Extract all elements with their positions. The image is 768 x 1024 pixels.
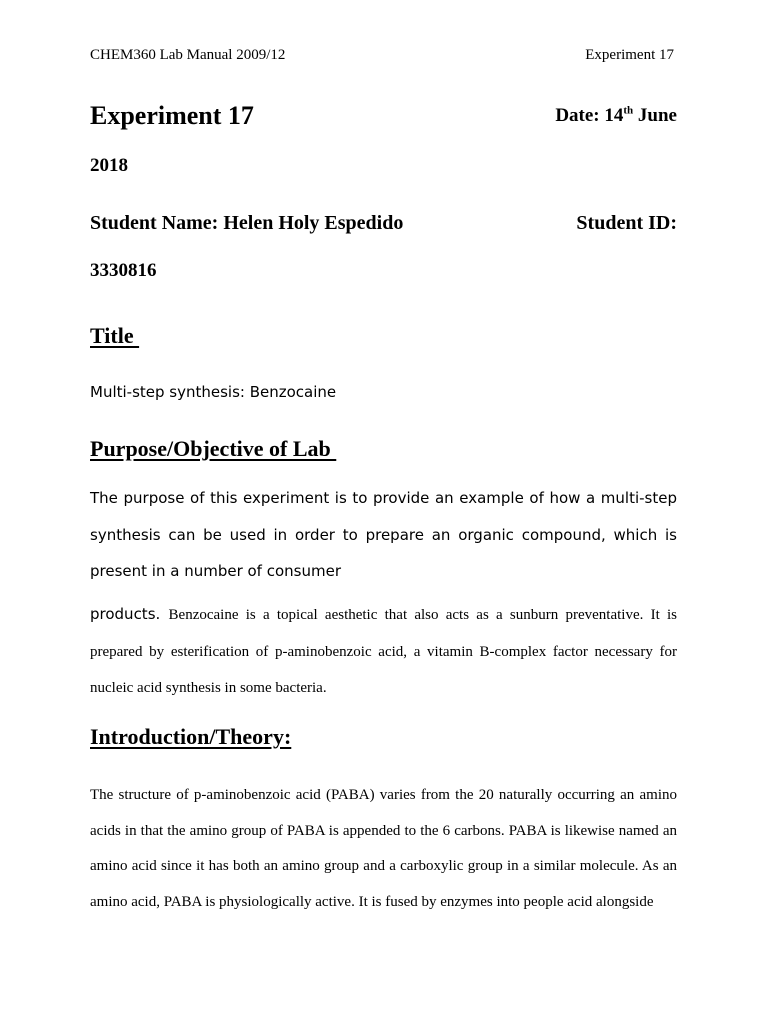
experiment-title: Experiment 17 — [90, 101, 254, 130]
student-id-label: Student ID: — [576, 212, 677, 234]
section-heading-title: Title — [90, 323, 140, 348]
purpose-paragraph: The purpose of this experiment is to provide an example of how a multi-step synthesis can be used in order to prepare an organic compound, which is present in a number of consumer — [90, 489, 677, 580]
purpose-continued-lead: products. — [90, 605, 169, 623]
date-month: June — [633, 105, 677, 126]
running-header-right: Experiment 17 — [585, 47, 674, 63]
date-line — [555, 105, 677, 127]
section-heading-introduction: Introduction/Theory: — [90, 724, 292, 749]
running-header-left: CHEM360 Lab Manual 2009/12 — [90, 47, 286, 63]
purpose-continued-body: Benzocaine is a topical aesthetic that also acts as a sunburn preventative. It is prepared by esterification of p-aminobenzoic acid, a vitamin B-complex factor necessary for nucleic acid synthesis in some bacteria. — [90, 607, 677, 696]
section-heading-purpose: Purpose/Objective of Lab — [90, 436, 337, 461]
purpose-paragraph-continued — [90, 596, 677, 707]
title-text: Multi-step synthesis: Benzocaine — [90, 383, 337, 401]
date-year: 2018 — [90, 155, 128, 176]
student-id-value: 3330816 — [90, 260, 157, 281]
date-ordinal-suffix: th — [623, 104, 634, 117]
date-label: Date: 14 — [555, 105, 624, 126]
student-name: Student Name: Helen Holy Espedido — [90, 212, 404, 234]
introduction-paragraph: The structure of p-aminobenzoic acid (PABA) varies from the 20 naturally occurring an amino acids in that the amino group of PABA is appended to the 6 carbons. PABA is likewise named an amino acid since it has both an amino group and a carboxylic group in a similar molecule. As an amino acid, PABA is physiologically active. It is fused by enzymes into people acid alongside — [90, 787, 677, 910]
